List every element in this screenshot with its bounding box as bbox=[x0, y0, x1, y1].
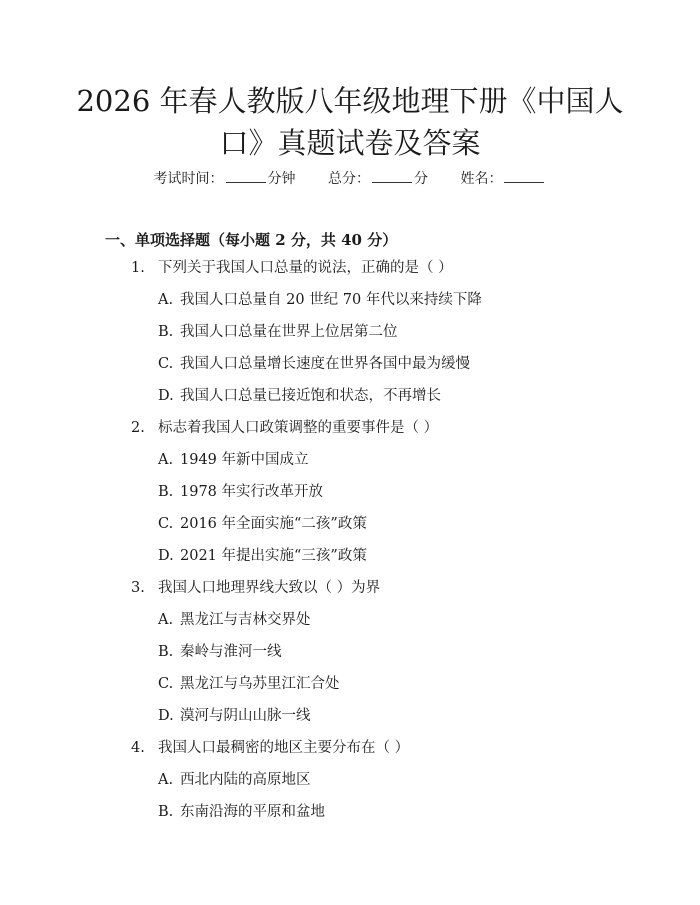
option-text: 2021 年提出实施“三孩”政策 bbox=[180, 548, 367, 564]
option-text: 东南沿海的平原和盆地 bbox=[180, 804, 325, 820]
option-letter: D. bbox=[158, 548, 174, 564]
question-4-option-a[interactable] bbox=[0, 770, 700, 802]
option-letter: B. bbox=[158, 324, 174, 340]
option-text: 西北内陆的高原地区 bbox=[180, 772, 311, 788]
question-2 bbox=[0, 418, 700, 450]
exam-title-line-2: 口》真题试卷及答案 bbox=[219, 126, 481, 160]
option-letter: D. bbox=[158, 708, 174, 724]
question-2-option-b[interactable] bbox=[0, 482, 700, 514]
option-text: 我国人口总量已接近饱和状态，不再增长 bbox=[180, 388, 441, 404]
option-letter: A. bbox=[158, 452, 174, 468]
question-text: 我国人口最稠密的地区主要分布在（ ） bbox=[158, 740, 410, 756]
question-1-option-b[interactable] bbox=[0, 322, 700, 354]
option-text: 我国人口总量自 20 世纪 70 年代以来持续下降 bbox=[180, 292, 482, 308]
option-letter: D. bbox=[158, 388, 174, 404]
option-text: 漠河与阴山山脉一线 bbox=[180, 708, 311, 724]
question-3 bbox=[0, 578, 700, 610]
question-1-option-c[interactable] bbox=[0, 354, 700, 386]
option-letter: A. bbox=[158, 772, 174, 788]
exam-time-field bbox=[154, 168, 296, 189]
option-letter: B. bbox=[158, 484, 174, 500]
name-blank[interactable] bbox=[504, 168, 544, 183]
exam-time-blank[interactable] bbox=[226, 168, 266, 183]
question-number: 1. bbox=[131, 260, 145, 276]
question-3-option-c[interactable] bbox=[0, 674, 700, 706]
question-4-option-b[interactable] bbox=[0, 802, 700, 834]
question-2-option-a[interactable] bbox=[0, 450, 700, 482]
option-text: 1949 年新中国成立 bbox=[180, 452, 309, 468]
question-number: 3. bbox=[131, 580, 145, 596]
question-text: 我国人口地理界线大致以（ ）为界 bbox=[158, 580, 381, 596]
total-score-blank[interactable] bbox=[372, 168, 412, 183]
option-text: 我国人口总量在世界上位居第二位 bbox=[180, 324, 398, 340]
exam-title bbox=[60, 80, 640, 164]
question-4 bbox=[0, 738, 700, 770]
name-field bbox=[460, 168, 546, 189]
total-score-unit: 分 bbox=[414, 171, 428, 187]
option-text: 黑龙江与乌苏里江汇合处 bbox=[180, 676, 340, 692]
option-letter: B. bbox=[158, 804, 174, 820]
question-1-option-d[interactable] bbox=[0, 386, 700, 418]
option-text: 秦岭与淮河一线 bbox=[180, 644, 282, 660]
option-letter: B. bbox=[158, 644, 174, 660]
option-letter: C. bbox=[158, 516, 174, 532]
exam-info-line bbox=[0, 168, 700, 189]
question-3-option-d[interactable] bbox=[0, 706, 700, 738]
question-text: 标志着我国人口政策调整的重要事件是（ ） bbox=[158, 420, 439, 436]
question-list bbox=[0, 258, 700, 834]
name-label: 姓名： bbox=[460, 171, 503, 187]
option-text: 1978 年实行改革开放 bbox=[180, 484, 324, 500]
option-letter: A. bbox=[158, 292, 174, 308]
option-letter: A. bbox=[158, 612, 174, 628]
total-score-field bbox=[328, 168, 428, 189]
exam-time-label: 考试时间： bbox=[153, 171, 224, 187]
total-score-label: 总分： bbox=[328, 171, 370, 187]
question-2-option-c[interactable] bbox=[0, 514, 700, 546]
option-text: 我国人口总量增长速度在世界各国中最为缓慢 bbox=[180, 356, 470, 372]
option-text: 黑龙江与吉林交界处 bbox=[180, 612, 311, 628]
question-2-option-d[interactable] bbox=[0, 546, 700, 578]
question-3-option-a[interactable] bbox=[0, 610, 700, 642]
question-text: 下列关于我国人口总量的说法，正确的是（ ） bbox=[158, 260, 453, 276]
option-letter: C. bbox=[158, 356, 174, 372]
question-number: 4. bbox=[131, 740, 145, 756]
question-number: 2. bbox=[131, 420, 145, 436]
exam-time-unit: 分钟 bbox=[267, 171, 296, 187]
option-letter: C. bbox=[158, 676, 174, 692]
exam-title-line-1: 2026 年春人教版八年级地理下册《中国人 bbox=[76, 84, 624, 118]
question-1-option-a[interactable] bbox=[0, 290, 700, 322]
question-1 bbox=[0, 258, 700, 290]
section-title: 一、单项选择题（每小题 2 分，共 40 分） bbox=[105, 231, 398, 249]
question-3-option-b[interactable] bbox=[0, 642, 700, 674]
option-text: 2016 年全面实施“二孩”政策 bbox=[180, 516, 367, 532]
